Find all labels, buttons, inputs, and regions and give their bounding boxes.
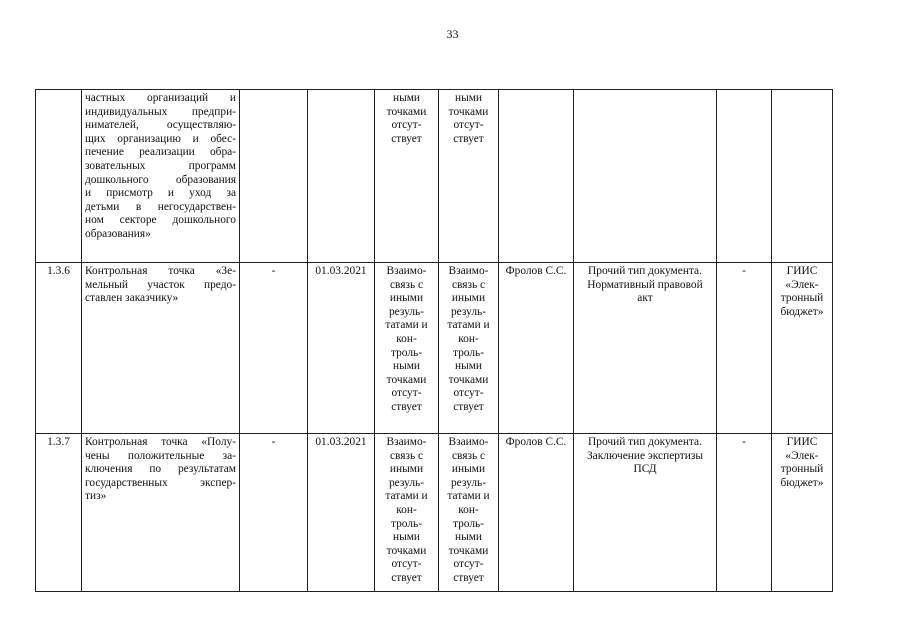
item-name-line: ставлен заказчику» (85, 292, 179, 305)
item-name-line: печение реализации обра- (85, 146, 236, 159)
table-row (36, 263, 833, 434)
responsible-person: Фролов С.С. (499, 263, 574, 434)
information-system-line: бюджет» (780, 476, 824, 489)
relation-predecessor (375, 90, 439, 263)
relation-successor-line: точками (448, 373, 489, 386)
item-name-line: щих организацию и обес- (85, 132, 236, 145)
relation-successor-line: Взаимо- (448, 265, 489, 277)
information-system-line: тронный (780, 463, 824, 476)
relation-successor-line: отсут- (453, 387, 484, 400)
relation-predecessor-line: ными (392, 92, 421, 104)
information-system-line: ГИИС (786, 265, 818, 277)
relation-predecessor-line: точками (386, 544, 427, 557)
item-name-line: частных организаций и (85, 92, 236, 104)
item-name (82, 90, 240, 263)
table-row (36, 90, 833, 263)
responsible-person (499, 90, 574, 263)
relation-successor-line: Взаимо- (448, 436, 489, 448)
item-name-line: ключения по результатам (85, 463, 236, 476)
document-type-line: Прочий тип документа. (588, 436, 702, 448)
level-control: - (717, 434, 772, 592)
relation-predecessor-line: связь с (389, 278, 424, 291)
relation-successor-line: троль- (452, 346, 485, 359)
relation-successor-line: связь с (451, 278, 486, 291)
item-name-line: Контрольная точка «Полу- (85, 436, 236, 448)
document-type-line: Прочий тип документа. (588, 265, 702, 277)
document-type (574, 434, 717, 592)
relation-successor-line: ными (454, 360, 483, 373)
item-name-line: ном секторе дошкольного (85, 214, 236, 227)
relation-successor-line: ными (454, 531, 483, 544)
relation-successor-line: связь с (451, 449, 486, 462)
item-name-line: зовательных программ (85, 159, 236, 172)
relation-successor-line: татами и (447, 319, 490, 332)
relation-successor-line: иными (451, 292, 486, 305)
item-name (82, 434, 240, 592)
relation-successor-line: кон- (458, 332, 479, 345)
relation-predecessor-line: Взаимо- (386, 265, 427, 277)
item-name-line: и присмотр и уход за (85, 187, 236, 200)
relation-predecessor (375, 263, 439, 434)
relation-successor-line: точками (448, 105, 489, 118)
relation-predecessor-line: татами и (385, 490, 428, 503)
relation-predecessor-line: отсут- (391, 558, 422, 571)
level-control (717, 90, 772, 263)
relation-predecessor-line: резуль- (388, 476, 425, 489)
information-system-line: тронный (780, 292, 824, 305)
relation-predecessor-line: точками (386, 373, 427, 386)
relation-predecessor (375, 434, 439, 592)
item-name (82, 263, 240, 434)
start-date (240, 90, 308, 263)
item-name-line: детьми в негосударствен- (85, 200, 236, 213)
relation-successor-line: кон- (458, 503, 479, 516)
item-name-line: тиз» (85, 490, 107, 503)
item-name-line: индивидуальных предпри- (85, 105, 236, 118)
information-system-line: «Элек- (785, 449, 819, 462)
document-type-line: акт (637, 292, 653, 305)
relation-predecessor-line: отсут- (391, 119, 422, 132)
document-type-line: ПСД (633, 463, 657, 476)
responsible-person: Фролов С.С. (499, 434, 574, 592)
information-system-line: ГИИС (786, 436, 818, 448)
information-system-line: «Элек- (785, 278, 819, 291)
item-number: 1.3.6 (36, 263, 82, 434)
start-date: - (240, 263, 308, 434)
relation-predecessor-line: ствует (391, 400, 422, 413)
relation-predecessor-line: троль- (390, 346, 423, 359)
plan-table (35, 89, 833, 592)
table-body (36, 90, 833, 592)
relation-successor (439, 90, 499, 263)
information-system (772, 90, 833, 263)
item-name-line: Контрольная точка «Зе- (85, 265, 236, 277)
relation-predecessor-line: троль- (390, 517, 423, 530)
relation-successor-line: резуль- (450, 305, 487, 318)
relation-successor-line: троль- (452, 517, 485, 530)
level-control: - (717, 263, 772, 434)
item-name-line: чены положительные за- (85, 449, 236, 462)
item-name-line: государственных экспер- (85, 476, 236, 489)
relation-successor-line: резуль- (450, 476, 487, 489)
item-name-line: дошкольного образования (85, 173, 236, 186)
relation-successor (439, 434, 499, 592)
relation-predecessor-line: ствует (391, 132, 422, 145)
relation-successor-line: отсут- (453, 558, 484, 571)
end-date (308, 90, 375, 263)
relation-successor-line: точками (448, 544, 489, 557)
relation-predecessor-line: связь с (389, 449, 424, 462)
relation-successor-line: ствует (453, 571, 484, 584)
item-number: 1.3.7 (36, 434, 82, 592)
information-system-line: бюджет» (780, 305, 824, 318)
relation-predecessor-line: отсут- (391, 387, 422, 400)
relation-predecessor-line: татами и (385, 319, 428, 332)
relation-predecessor-line: иными (389, 292, 424, 305)
information-system (772, 263, 833, 434)
item-name-line: образования» (85, 227, 151, 240)
relation-predecessor-line: точками (386, 105, 427, 118)
information-system (772, 434, 833, 592)
relation-successor-line: ствует (453, 132, 484, 145)
relation-successor-line: ствует (453, 400, 484, 413)
relation-predecessor-line: ными (392, 360, 421, 373)
relation-predecessor-line: кон- (396, 503, 417, 516)
table-row (36, 434, 833, 592)
document-type-line: Заключение экспертизы (586, 449, 704, 462)
relation-predecessor-line: кон- (396, 332, 417, 345)
end-date: 01.03.2021 (308, 263, 375, 434)
relation-predecessor-line: ствует (391, 571, 422, 584)
document-type (574, 90, 717, 263)
relation-successor-line: ными (454, 92, 483, 104)
relation-successor (439, 263, 499, 434)
item-name-line: нимателей, осуществляю- (85, 119, 236, 132)
relation-successor-line: иными (451, 463, 486, 476)
relation-successor-line: татами и (447, 490, 490, 503)
relation-predecessor-line: Взаимо- (386, 436, 427, 448)
document-type (574, 263, 717, 434)
relation-successor-line: отсут- (453, 119, 484, 132)
start-date: - (240, 434, 308, 592)
item-number (36, 90, 82, 263)
document-type-line: Нормативный правовой (587, 278, 703, 291)
relation-predecessor-line: иными (389, 463, 424, 476)
relation-predecessor-line: резуль- (388, 305, 425, 318)
relation-predecessor-line: ными (392, 531, 421, 544)
page-number: 33 (446, 27, 459, 41)
item-name-line: мельный участок предо- (85, 278, 236, 291)
end-date: 01.03.2021 (308, 434, 375, 592)
